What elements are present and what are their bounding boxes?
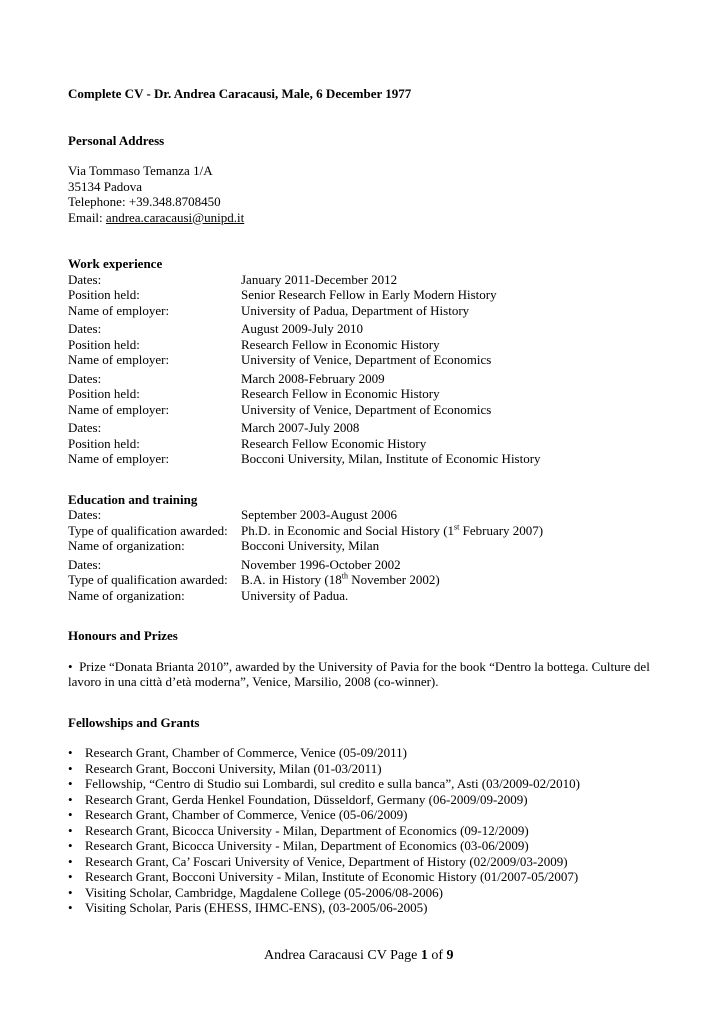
employer-value: University of Venice, Department of Economics xyxy=(241,352,492,367)
fellowship-text: Research Grant, Chamber of Commerce, Venice (05-06/2009) xyxy=(85,807,408,822)
education-list xyxy=(68,507,668,603)
address-street: Via Tommaso Temanza 1/A xyxy=(68,163,213,178)
education-entry xyxy=(68,557,668,604)
employer-label: Name of employer: xyxy=(68,302,170,318)
fellowships-heading: Fellowships and Grants xyxy=(68,714,200,730)
list-item xyxy=(68,869,668,885)
bullet-icon: • xyxy=(68,822,73,838)
dates-label: Dates: xyxy=(68,507,102,522)
bullet-icon: • xyxy=(68,838,73,853)
dates-value: September 2003-August 2006 xyxy=(241,507,397,522)
page-number: 1 xyxy=(420,948,428,963)
email-link[interactable]: andrea.caracausi@unipd.it xyxy=(105,209,245,225)
fellowship-text: Fellowship, “Centro di Studio sui Lombardi, sul credito e sulla banca”, Asti (03/2009-02/2010) xyxy=(85,776,581,791)
work-entry xyxy=(68,272,668,319)
list-item xyxy=(68,854,668,870)
cv-page xyxy=(68,86,668,916)
list-item xyxy=(68,745,668,761)
page-total: 9 xyxy=(446,948,454,963)
bullet-icon: • xyxy=(68,853,73,869)
dates-value: March 2007-July 2008 xyxy=(241,420,360,435)
employer-value: Bocconi University, Milan, Institute of Economic History xyxy=(241,451,541,466)
employer-label: Name of employer: xyxy=(68,451,170,466)
bullet-icon: • xyxy=(68,776,73,791)
dates-label: Dates: xyxy=(68,556,102,572)
position-value: Senior Research Fellow in Early Modern History xyxy=(241,287,497,302)
education-entry xyxy=(68,507,668,554)
organization-value: University of Padua. xyxy=(241,587,349,603)
dates-label: Dates: xyxy=(68,321,102,336)
dates-value: January 2011-December 2012 xyxy=(241,271,398,287)
employer-value: University of Venice, Department of Economics xyxy=(241,401,492,417)
bullet-icon: • xyxy=(68,869,73,884)
list-item xyxy=(68,823,668,839)
bullet-icon: • xyxy=(68,884,73,900)
honours-heading: Honours and Prizes xyxy=(68,628,178,643)
bullet-icon: • xyxy=(68,791,73,807)
bullet-icon: • xyxy=(68,658,73,674)
employer-label: Name of employer: xyxy=(68,401,170,417)
list-item xyxy=(68,776,668,792)
personal-address-block xyxy=(68,163,668,225)
list-item xyxy=(68,659,668,690)
honour-text: Prize “Donata Brianta 2010”, awarded by the University of Pavia for the book “Dentro la bottega. Culture del lavoro in una città d’età moderna”, Venice, Marsilio, 2008 (co-winner). xyxy=(68,658,650,689)
bullet-icon: • xyxy=(68,760,73,776)
employer-value: University of Padua, Department of History xyxy=(241,302,470,318)
personal-address-heading: Personal Address xyxy=(68,132,165,148)
list-item xyxy=(68,792,668,808)
position-label: Position held: xyxy=(68,386,140,401)
fellowship-text: Research Grant, Ca’ Foscari University of Venice, Department of History (02/2009/03-2009) xyxy=(85,853,568,869)
position-value: Research Fellow Economic History xyxy=(241,435,427,451)
list-item xyxy=(68,838,668,854)
bullet-icon: • xyxy=(68,900,73,915)
list-item xyxy=(68,807,668,823)
work-experience-list xyxy=(68,272,668,467)
page-title: Complete CV - Dr. Andrea Caracausi, Male, 6 December 1977 xyxy=(68,86,412,101)
honours-list xyxy=(68,659,668,690)
fellowship-text: Research Grant, Chamber of Commerce, Venice (05-09/2011) xyxy=(85,745,408,760)
footer-of: of xyxy=(427,948,447,963)
list-item xyxy=(68,900,668,916)
organization-label: Name of organization: xyxy=(68,587,185,603)
dates-value: March 2008-February 2009 xyxy=(241,370,385,386)
address-city: 35134 Padova xyxy=(68,178,143,194)
work-entry xyxy=(68,371,668,418)
dates-value: November 1996-October 2002 xyxy=(241,556,401,572)
position-label: Position held: xyxy=(68,287,140,302)
bullet-icon: • xyxy=(68,807,73,822)
list-item xyxy=(68,885,668,901)
position-value: Research Fellow in Economic History xyxy=(241,336,440,352)
work-experience-heading: Work experience xyxy=(68,256,163,271)
fellowships-list xyxy=(68,745,668,916)
dates-value: August 2009-July 2010 xyxy=(241,321,364,336)
list-item xyxy=(68,761,668,777)
work-entry xyxy=(68,321,668,368)
position-value: Research Fellow in Economic History xyxy=(241,386,440,401)
organization-label: Name of organization: xyxy=(68,538,185,553)
fellowship-text: Visiting Scholar, Paris (EHESS, IHMC-ENS), (03-2005/06-2005) xyxy=(85,900,428,915)
employer-label: Name of employer: xyxy=(68,352,170,367)
email-label: Email: xyxy=(68,209,106,225)
education-heading: Education and training xyxy=(68,491,198,507)
fellowship-text: Research Grant, Bicocca University - Milan, Department of Economics (09-12/2009) xyxy=(85,822,529,838)
dates-label: Dates: xyxy=(68,370,102,386)
organization-value: Bocconi University, Milan xyxy=(241,538,380,553)
qualification-value: B.A. in History (18th November 2002) xyxy=(241,571,440,587)
qualification-value: Ph.D. in Economic and Social History (1st February 2007) xyxy=(241,522,544,538)
fellowship-text: Research Grant, Gerda Henkel Foundation, Düsseldorf, Germany (06-2009/09-2009) xyxy=(85,791,528,807)
work-entry xyxy=(68,420,668,467)
fellowship-text: Research Grant, Bocconi University, Milan (01-03/2011) xyxy=(85,760,382,776)
qualification-label: Type of qualification awarded: xyxy=(68,522,228,538)
dates-label: Dates: xyxy=(68,420,102,435)
fellowship-text: Visiting Scholar, Cambridge, Magdalene College (05-2006/08-2006) xyxy=(85,884,443,900)
bullet-icon: • xyxy=(68,745,73,760)
fellowship-text: Research Grant, Bicocca University - Milan, Department of Economics (03-06/2009) xyxy=(85,838,529,853)
page-footer xyxy=(264,948,453,964)
qualification-label: Type of qualification awarded: xyxy=(68,572,228,587)
address-email-line xyxy=(68,210,668,226)
dates-label: Dates: xyxy=(68,271,102,287)
footer-prefix: Andrea Caracausi CV Page xyxy=(264,948,421,963)
fellowship-text: Research Grant, Bocconi University - Milan, Institute of Economic History (01/2007-05/2007) xyxy=(85,869,579,884)
address-telephone: Telephone: +39.348.8708450 xyxy=(68,194,221,209)
position-label: Position held: xyxy=(68,435,140,451)
position-label: Position held: xyxy=(68,336,140,352)
